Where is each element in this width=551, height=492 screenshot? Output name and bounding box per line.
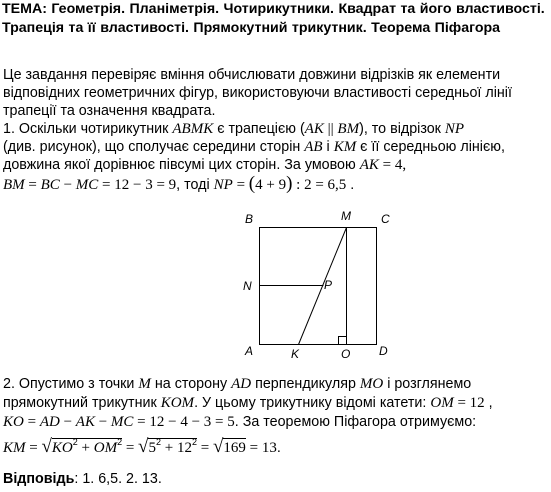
math-result: = 13	[245, 440, 277, 456]
math-parallel: ||	[323, 121, 338, 137]
exponent: 2	[117, 437, 123, 448]
math-value: = 12	[453, 395, 485, 411]
exponent: 2	[72, 437, 78, 448]
label-n: N	[243, 279, 252, 293]
step1-line-2	[3, 138, 505, 156]
text: прямокутний трикутник	[3, 395, 161, 411]
math-ko: KO	[3, 414, 24, 430]
text: ), то відрізок	[359, 121, 445, 137]
square-figure	[240, 205, 400, 365]
math-value: = 12 − 3 = 9	[98, 177, 177, 193]
math-om: OM	[93, 440, 118, 456]
math-value: + 12	[161, 440, 192, 456]
step1-line-1	[3, 120, 464, 138]
text: і	[322, 139, 334, 155]
math-minus: −	[59, 177, 76, 193]
math-kom: KOM	[160, 395, 195, 411]
sqrt-body-2	[148, 438, 197, 456]
math-abmk: ABMK	[172, 121, 214, 137]
text: є трапецією (	[213, 121, 305, 137]
label-a: A	[245, 344, 254, 358]
label-k: K	[291, 347, 300, 361]
math-mc: MC	[110, 414, 134, 430]
text: перпендикуляр	[251, 376, 360, 392]
page-title: ТЕМА: Геометрія. Планіметрія. Чотирикутники. Квадрат та його властивості. Трапеція та її властивості. Прямокутний трикутник. Теорема Піфагора	[2, 1, 545, 36]
math-sum: 4 + 9	[255, 177, 287, 193]
math-paren-right: )	[286, 173, 293, 194]
answer-line	[3, 470, 162, 488]
text: (див. рисунок), що сполучає середини сторін	[3, 139, 305, 155]
math-plus: +	[77, 440, 94, 456]
text: є її середньою лінією,	[356, 139, 505, 155]
text: на сторону	[150, 376, 232, 392]
step1-line-4	[3, 175, 354, 194]
math-ak: AK	[75, 414, 95, 430]
math-mo: MO	[359, 376, 384, 392]
text: і розглянемо	[383, 376, 472, 392]
sqrt-sign-2: √	[138, 436, 149, 457]
text: .	[346, 177, 355, 193]
label-p: P	[324, 278, 333, 292]
math-ak: AK	[359, 157, 379, 173]
right-angle-mark	[339, 337, 347, 345]
math-bm: BM	[3, 177, 25, 193]
math-eq: =	[23, 414, 40, 430]
exponent: 2	[191, 437, 197, 448]
math-mc: MC	[75, 177, 99, 193]
step2-line-2	[3, 394, 493, 412]
math-bm: BM	[337, 121, 360, 137]
sqrt-body-1	[52, 438, 122, 456]
exponent: 2	[155, 437, 161, 448]
math-km: KM	[333, 139, 357, 155]
text: 2. Опустимо з точки	[3, 376, 139, 392]
math-value: 5	[148, 440, 156, 456]
label-m: M	[341, 209, 351, 223]
math-ko: KO	[51, 440, 73, 456]
sqrt-body-3: 169	[223, 440, 246, 456]
math-eq: =	[196, 440, 213, 456]
text: .	[276, 440, 281, 456]
step2-line-4	[3, 436, 281, 459]
label-b: B	[245, 212, 254, 226]
math-np: NP	[444, 121, 465, 137]
math-eq: =	[122, 440, 139, 456]
intro-line-1: Це завдання перевіряє вміння обчислювати довжини відрізків як елементи	[3, 67, 501, 83]
text: 1. Оскільки чотирикутник	[3, 121, 173, 137]
math-minus: −	[59, 414, 76, 430]
label-d: D	[379, 344, 388, 358]
answer-text: : 1. 6,5. 2. 13.	[74, 471, 162, 487]
math-ab: AB	[304, 139, 323, 155]
math-eq: = 4,	[378, 157, 407, 173]
math-value: : 2 = 6,5	[292, 177, 347, 193]
math-bc: BC	[40, 177, 60, 193]
text: , тоді	[176, 177, 214, 193]
sqrt-sign-1: √	[41, 436, 52, 457]
step2-line-3	[3, 413, 476, 431]
label-o: O	[341, 347, 351, 361]
intro-line-2: відповідних геометричних фігур, використовуючи властивості середньої лінії	[3, 85, 512, 101]
sqrt-sign-3: √	[212, 436, 224, 457]
text: . За теоремою Піфагора отримуємо:	[234, 414, 477, 430]
math-ad: AD	[39, 414, 60, 430]
math-minus: −	[94, 414, 111, 430]
math-paren-left: (	[248, 173, 256, 194]
text: . У цьому трикутнику відомі катети:	[194, 395, 431, 411]
math-eq: =	[24, 177, 41, 193]
text: довжина якої дорівнює півсумі цих сторін. За умовою	[3, 157, 360, 173]
math-ad: AD	[231, 376, 252, 392]
math-value: = 12 − 4 − 3 = 5	[133, 414, 235, 430]
math-np: NP	[213, 177, 233, 193]
math-km: KM	[3, 440, 26, 456]
math-eq: =	[25, 440, 42, 456]
step1-line-3	[3, 156, 406, 174]
step2-line-1	[3, 375, 471, 393]
math-eq: =	[232, 177, 249, 193]
intro-line-3: трапеції та означення квадрата.	[3, 103, 216, 119]
text: ,	[484, 395, 493, 411]
math-om: OM	[430, 395, 454, 411]
math-m: M	[138, 376, 151, 392]
answer-label: Відповідь	[3, 471, 75, 487]
label-c: C	[381, 212, 390, 226]
math-ak: AK	[304, 121, 324, 137]
